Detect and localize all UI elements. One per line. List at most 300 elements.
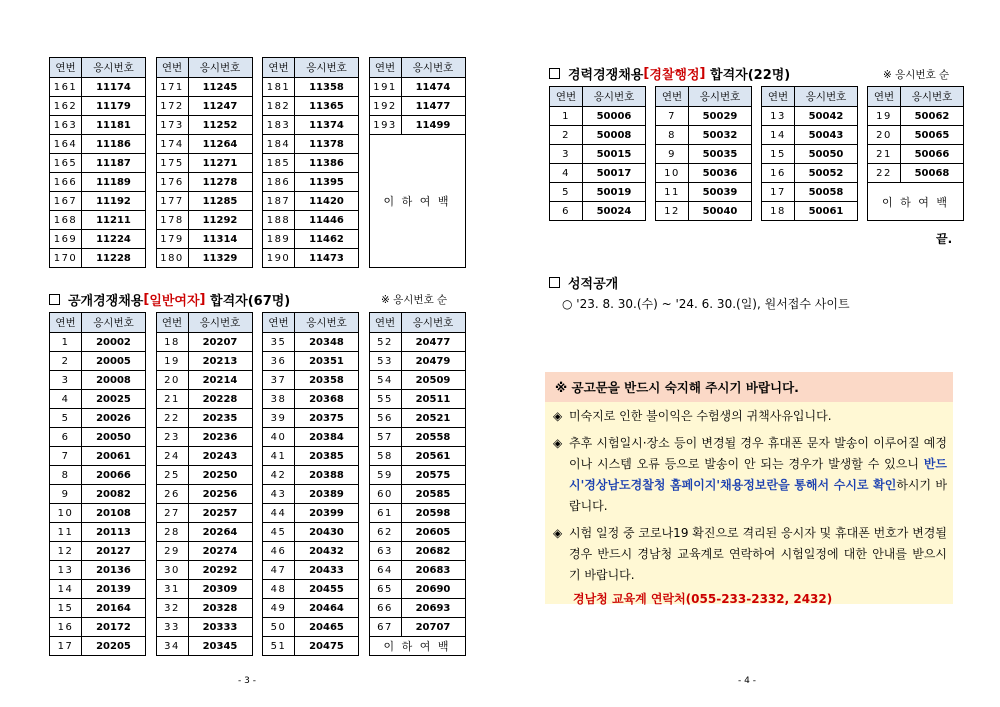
header-exam-number: 응시번호 — [188, 58, 252, 78]
exam-number: 50061 — [795, 202, 858, 221]
exam-number: 20002 — [82, 333, 146, 352]
header-num: 연번 — [263, 313, 295, 333]
serial-number: 9 — [50, 485, 82, 504]
table-row — [50, 154, 146, 173]
exam-number: 20351 — [295, 352, 359, 371]
serial-number: 176 — [156, 173, 188, 192]
table-row — [50, 173, 146, 192]
exam-number: 50068 — [901, 164, 964, 183]
exam-number: 11285 — [188, 192, 252, 211]
exam-number: 20026 — [82, 409, 146, 428]
exam-number: 50062 — [901, 107, 964, 126]
exam-number: 20214 — [188, 371, 252, 390]
table-row — [550, 183, 646, 202]
serial-number: 11 — [656, 183, 689, 202]
table-row — [156, 352, 252, 371]
exam-number: 20025 — [82, 390, 146, 409]
exam-number: 20345 — [188, 637, 252, 656]
table-row — [156, 561, 252, 580]
table-row — [156, 390, 252, 409]
serial-number: 11 — [50, 523, 82, 542]
table-row — [369, 371, 465, 390]
table-row — [156, 466, 252, 485]
title-highlight: 일반여자 — [149, 294, 200, 309]
disclosure-title: 성적공개 — [568, 277, 619, 292]
exam-number: 20066 — [82, 466, 146, 485]
table-row — [50, 333, 146, 352]
applicant-table — [262, 312, 359, 656]
table-row — [263, 230, 359, 249]
serial-number: 186 — [263, 173, 295, 192]
notice-item-3: ◈ 시험 일정 중 코로나19 확진으로 격리된 응시자 및 휴대폰 번호가 변경될 경우 반드시 경남청 교육계로 연락하여 시험일정에 대한 안내를 받으시기 바랍니다. — [545, 523, 953, 586]
serial-number: 10 — [656, 164, 689, 183]
exam-number: 20333 — [188, 618, 252, 637]
table-row — [369, 523, 465, 542]
serial-number: 168 — [50, 211, 82, 230]
table-row — [369, 428, 465, 447]
serial-number: 55 — [369, 390, 401, 409]
table-row — [263, 561, 359, 580]
exam-number: 20172 — [82, 618, 146, 637]
applicant-table — [369, 57, 466, 268]
table-row — [656, 107, 752, 126]
table-row — [156, 618, 252, 637]
exam-number: 20475 — [295, 637, 359, 656]
exam-number: 20433 — [295, 561, 359, 580]
table-row — [263, 409, 359, 428]
table-row — [156, 371, 252, 390]
table-row — [263, 447, 359, 466]
table-row — [156, 637, 252, 656]
exam-number: 11314 — [188, 230, 252, 249]
table-row — [263, 542, 359, 561]
serial-number: 28 — [156, 523, 188, 542]
serial-number: 63 — [369, 542, 401, 561]
homepage-check-text: 반드시'경상남도경찰청 홈페이지'채용정보란을 통해서 수시로 확인 — [569, 457, 947, 492]
exam-number: 20465 — [295, 618, 359, 637]
exam-number: 20605 — [401, 523, 465, 542]
exam-number: 20274 — [188, 542, 252, 561]
exam-number: 20213 — [188, 352, 252, 371]
table-row — [50, 523, 146, 542]
exam-number: 20207 — [188, 333, 252, 352]
exam-number: 11499 — [401, 116, 465, 135]
exam-number: 20358 — [295, 371, 359, 390]
table-row — [156, 192, 252, 211]
exam-number: 50058 — [795, 183, 858, 202]
table-row — [369, 561, 465, 580]
exam-number: 11329 — [188, 249, 252, 268]
exam-number: 50066 — [901, 145, 964, 164]
exam-number: 11271 — [188, 154, 252, 173]
applicant-table — [49, 312, 146, 656]
serial-number: 57 — [369, 428, 401, 447]
exam-number: 20455 — [295, 580, 359, 599]
serial-number: 18 — [156, 333, 188, 352]
serial-number: 12 — [656, 202, 689, 221]
table-row — [550, 126, 646, 145]
exam-number: 20257 — [188, 504, 252, 523]
table-row — [50, 409, 146, 428]
serial-number: 188 — [263, 211, 295, 230]
exam-number: 20256 — [188, 485, 252, 504]
serial-number: 5 — [550, 183, 583, 202]
table-row — [868, 126, 964, 145]
table-row — [550, 202, 646, 221]
header-exam-number: 응시번호 — [82, 58, 146, 78]
serial-number: 164 — [50, 135, 82, 154]
exam-number: 20682 — [401, 542, 465, 561]
exam-number: 20228 — [188, 390, 252, 409]
table-row — [50, 371, 146, 390]
table-row — [156, 230, 252, 249]
serial-number: 33 — [156, 618, 188, 637]
exam-number: 11386 — [295, 154, 359, 173]
serial-number: 45 — [263, 523, 295, 542]
serial-number: 6 — [50, 428, 82, 447]
exam-number: 50039 — [689, 183, 752, 202]
table-row — [50, 561, 146, 580]
serial-number: 5 — [50, 409, 82, 428]
exam-number: 11358 — [295, 78, 359, 97]
serial-number: 24 — [156, 447, 188, 466]
table-row — [156, 249, 252, 268]
serial-number: 66 — [369, 599, 401, 618]
serial-number: 25 — [156, 466, 188, 485]
exam-number: 20561 — [401, 447, 465, 466]
table-row — [50, 135, 146, 154]
checkbox-square-icon — [549, 277, 560, 288]
serial-number: 178 — [156, 211, 188, 230]
table-row — [50, 192, 146, 211]
exam-number: 20479 — [401, 352, 465, 371]
header-exam-number: 응시번호 — [689, 87, 752, 107]
table-row — [50, 447, 146, 466]
exam-number: 11179 — [82, 97, 146, 116]
blank-notice: 이 하 여 백 — [369, 637, 465, 656]
section-title-career: 경력경쟁채용 [ 경찰행정 ] 합격자(22명) — [549, 64, 790, 83]
serial-number: 26 — [156, 485, 188, 504]
title-prefix: 공개경쟁채용 — [68, 294, 144, 309]
notice-box — [545, 372, 953, 604]
table-row — [263, 173, 359, 192]
sort-note: ※ 응시번호 순 — [381, 294, 448, 306]
exam-number: 50036 — [689, 164, 752, 183]
table-row — [263, 637, 359, 656]
table-row — [156, 542, 252, 561]
exam-number: 11473 — [295, 249, 359, 268]
exam-number: 11264 — [188, 135, 252, 154]
table-row — [50, 390, 146, 409]
table-row — [50, 352, 146, 371]
exam-number: 20205 — [82, 637, 146, 656]
exam-number: 11174 — [82, 78, 146, 97]
exam-number: 20082 — [82, 485, 146, 504]
serial-number: 58 — [369, 447, 401, 466]
table-row — [868, 164, 964, 183]
exam-number: 20008 — [82, 371, 146, 390]
serial-number: 61 — [369, 504, 401, 523]
serial-number: 192 — [369, 97, 401, 116]
exam-number: 50042 — [795, 107, 858, 126]
table-row — [369, 352, 465, 371]
serial-number: 7 — [656, 107, 689, 126]
table-row — [263, 352, 359, 371]
exam-number: 11374 — [295, 116, 359, 135]
exam-number: 20389 — [295, 485, 359, 504]
serial-number: 1 — [550, 107, 583, 126]
table-row — [156, 173, 252, 192]
applicant-table — [49, 57, 146, 268]
table-row — [50, 485, 146, 504]
table-row — [50, 230, 146, 249]
serial-number: 8 — [50, 466, 82, 485]
exam-number: 20243 — [188, 447, 252, 466]
serial-number: 19 — [156, 352, 188, 371]
table-row — [762, 126, 858, 145]
serial-number: 163 — [50, 116, 82, 135]
table-row — [156, 599, 252, 618]
table-row — [50, 116, 146, 135]
table-row — [263, 371, 359, 390]
exam-number: 11278 — [188, 173, 252, 192]
header-num: 연번 — [156, 58, 188, 78]
table-row — [656, 202, 752, 221]
exam-number: 50065 — [901, 126, 964, 145]
exam-number: 20575 — [401, 466, 465, 485]
table-row — [263, 618, 359, 637]
table-row — [263, 504, 359, 523]
exam-number: 20683 — [401, 561, 465, 580]
serial-number: 161 — [50, 78, 82, 97]
exam-number: 20707 — [401, 618, 465, 637]
exam-number: 20050 — [82, 428, 146, 447]
serial-number: 170 — [50, 249, 82, 268]
serial-number: 30 — [156, 561, 188, 580]
exam-number: 50024 — [583, 202, 646, 221]
exam-number: 20127 — [82, 542, 146, 561]
table-row — [50, 599, 146, 618]
serial-number: 52 — [369, 333, 401, 352]
serial-number: 14 — [762, 126, 795, 145]
diamond-bullet-icon: ◈ — [553, 409, 563, 423]
serial-number: 6 — [550, 202, 583, 221]
exam-number: 50019 — [583, 183, 646, 202]
table-row — [263, 211, 359, 230]
table-row — [156, 409, 252, 428]
serial-number: 36 — [263, 352, 295, 371]
exam-number: 20328 — [188, 599, 252, 618]
applicant-table — [262, 57, 359, 268]
header-exam-number: 응시번호 — [295, 58, 359, 78]
exam-number: 20388 — [295, 466, 359, 485]
serial-number: 22 — [156, 409, 188, 428]
table-row — [868, 145, 964, 164]
table-row — [369, 580, 465, 599]
serial-number: 15 — [762, 145, 795, 164]
serial-number: 180 — [156, 249, 188, 268]
exam-number: 20235 — [188, 409, 252, 428]
table-row — [50, 97, 146, 116]
table-row — [550, 145, 646, 164]
table-row — [50, 428, 146, 447]
serial-number: 181 — [263, 78, 295, 97]
header-num: 연번 — [156, 313, 188, 333]
exam-number: 20108 — [82, 504, 146, 523]
exam-number: 11192 — [82, 192, 146, 211]
table-row — [156, 580, 252, 599]
applicant-table — [867, 86, 964, 221]
serial-number: 31 — [156, 580, 188, 599]
exam-number: 20005 — [82, 352, 146, 371]
table-row — [263, 485, 359, 504]
section-title-general: 공개경쟁채용 [ 일반여자 ] 합격자(67명) — [49, 290, 290, 309]
serial-number: 47 — [263, 561, 295, 580]
exam-number: 20136 — [82, 561, 146, 580]
exam-number: 11252 — [188, 116, 252, 135]
exam-number: 11292 — [188, 211, 252, 230]
table-row — [156, 97, 252, 116]
blank-notice: 이 하 여 백 — [369, 135, 465, 268]
serial-number: 171 — [156, 78, 188, 97]
table-row — [263, 599, 359, 618]
exam-number: 11365 — [295, 97, 359, 116]
table-row — [263, 116, 359, 135]
table-row — [263, 135, 359, 154]
exam-number: 20164 — [82, 599, 146, 618]
serial-number: 187 — [263, 192, 295, 211]
serial-number: 166 — [50, 173, 82, 192]
serial-number: 38 — [263, 390, 295, 409]
serial-number: 185 — [263, 154, 295, 173]
title-suffix: 합격자(22명) — [710, 68, 791, 83]
header-exam-number: 응시번호 — [82, 313, 146, 333]
serial-number: 189 — [263, 230, 295, 249]
serial-number: 184 — [263, 135, 295, 154]
table-row — [156, 428, 252, 447]
header-num: 연번 — [50, 313, 82, 333]
table-row — [263, 580, 359, 599]
table-row — [263, 466, 359, 485]
header-num: 연번 — [369, 313, 401, 333]
serial-number: 12 — [50, 542, 82, 561]
header-exam-number: 응시번호 — [401, 58, 465, 78]
header-num: 연번 — [868, 87, 901, 107]
serial-number: 172 — [156, 97, 188, 116]
checkbox-square-icon — [49, 294, 60, 305]
table-row — [868, 107, 964, 126]
serial-number: 191 — [369, 78, 401, 97]
exam-number: 50052 — [795, 164, 858, 183]
serial-number: 21 — [156, 390, 188, 409]
diamond-bullet-icon: ◈ — [553, 436, 563, 450]
serial-number: 53 — [369, 352, 401, 371]
table-row — [762, 183, 858, 202]
exam-number: 11186 — [82, 135, 146, 154]
table-row — [656, 126, 752, 145]
serial-number: 175 — [156, 154, 188, 173]
serial-number: 17 — [762, 183, 795, 202]
exam-number: 20432 — [295, 542, 359, 561]
table-row — [369, 618, 465, 637]
table-row — [762, 145, 858, 164]
applicant-table — [761, 86, 858, 221]
serial-number: 50 — [263, 618, 295, 637]
serial-number: 3 — [50, 371, 82, 390]
exam-number: 20509 — [401, 371, 465, 390]
exam-number: 20690 — [401, 580, 465, 599]
serial-number: 14 — [50, 580, 82, 599]
title-suffix: 합격자(67명) — [210, 294, 291, 309]
table-row — [369, 409, 465, 428]
serial-number: 4 — [550, 164, 583, 183]
table-row — [50, 542, 146, 561]
section-title-disclosure — [549, 273, 618, 292]
table-row — [156, 78, 252, 97]
serial-number: 16 — [50, 618, 82, 637]
exam-number: 11477 — [401, 97, 465, 116]
exam-number: 20264 — [188, 523, 252, 542]
serial-number: 40 — [263, 428, 295, 447]
bottom-tables-area — [49, 312, 466, 656]
exam-number: 20139 — [82, 580, 146, 599]
table-row — [156, 523, 252, 542]
serial-number: 64 — [369, 561, 401, 580]
exam-number: 50032 — [689, 126, 752, 145]
serial-number: 42 — [263, 466, 295, 485]
exam-number: 11462 — [295, 230, 359, 249]
exam-number: 50043 — [795, 126, 858, 145]
exam-number: 50015 — [583, 145, 646, 164]
serial-number: 162 — [50, 97, 82, 116]
exam-number: 50040 — [689, 202, 752, 221]
exam-number: 20464 — [295, 599, 359, 618]
exam-number: 50050 — [795, 145, 858, 164]
serial-number: 18 — [762, 202, 795, 221]
serial-number: 23 — [156, 428, 188, 447]
serial-number: 56 — [369, 409, 401, 428]
serial-number: 27 — [156, 504, 188, 523]
header-exam-number: 응시번호 — [401, 313, 465, 333]
serial-number: 7 — [50, 447, 82, 466]
table-row — [369, 447, 465, 466]
table-row — [369, 542, 465, 561]
exam-number: 11474 — [401, 78, 465, 97]
serial-number: 1 — [50, 333, 82, 352]
table-row — [156, 333, 252, 352]
exam-number: 11189 — [82, 173, 146, 192]
serial-number: 169 — [50, 230, 82, 249]
serial-number: 15 — [50, 599, 82, 618]
table-row — [50, 504, 146, 523]
applicant-table — [156, 57, 253, 268]
notice-item-1: ◈ 미숙지로 인한 불이익은 수험생의 귀책사유입니다. — [545, 406, 953, 427]
table-row — [156, 447, 252, 466]
title-prefix: 경력경쟁채용 — [568, 68, 644, 83]
contact-info: 경남청 교육계 연락처(055-233-2332, 2432) — [573, 592, 833, 606]
exam-number: 11181 — [82, 116, 146, 135]
exam-number: 20693 — [401, 599, 465, 618]
serial-number: 167 — [50, 192, 82, 211]
exam-number: 20292 — [188, 561, 252, 580]
table-row — [369, 78, 465, 97]
serial-number: 51 — [263, 637, 295, 656]
notice-header: ※ 공고문을 반드시 숙지해 주시기 바랍니다. — [545, 372, 953, 402]
top-tables-area — [49, 57, 466, 268]
table-row — [369, 504, 465, 523]
applicant-table — [156, 312, 253, 656]
serial-number: 183 — [263, 116, 295, 135]
